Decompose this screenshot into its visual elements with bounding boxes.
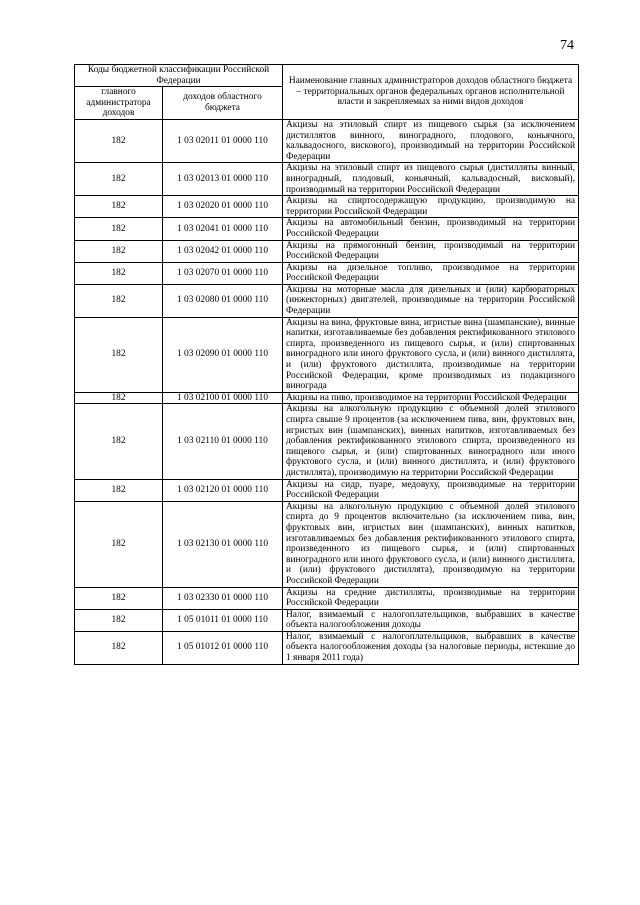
admin-code-cell: 182 <box>75 119 163 162</box>
admin-code-cell: 182 <box>75 609 163 631</box>
admin-code-cell: 182 <box>75 631 163 664</box>
admin-code-cell: 182 <box>75 587 163 609</box>
table-row <box>75 631 579 664</box>
admin-code-cell: 182 <box>75 317 163 392</box>
revenue-code-cell: 1 03 02090 01 0000 110 <box>163 317 283 392</box>
table-row <box>75 587 579 609</box>
table-row <box>75 392 579 404</box>
revenue-name-cell: Налог, взимаемый с налогоплательщиков, выбравших в качестве объекта налогообложения доходы (за налоговые периоды, истекшие до 1 января 2011 года) <box>283 631 579 664</box>
codes-header: Коды бюджетной классификации Российской Федерации <box>75 65 283 87</box>
table-row <box>75 404 579 479</box>
revenue-name-cell: Акцизы на спиртосодержащую продукцию, производимую на территории Российской Федерации <box>283 196 579 218</box>
admin-code-cell: 182 <box>75 501 163 587</box>
revenue-code-cell: 1 03 02120 01 0000 110 <box>163 479 283 501</box>
table-row <box>75 240 579 262</box>
revenue-code-cell: 1 05 01011 01 0000 110 <box>163 609 283 631</box>
admin-header: главного администратора доходов <box>75 87 163 120</box>
revenue-code-cell: 1 03 02110 01 0000 110 <box>163 404 283 479</box>
admin-code-cell: 182 <box>75 240 163 262</box>
revenue-name-cell: Налог, взимаемый с налогоплательщиков, выбравших в качестве объекта налогообложения доходы <box>283 609 579 631</box>
revenue-code-cell: 1 03 02070 01 0000 110 <box>163 262 283 284</box>
admin-code-cell: 182 <box>75 479 163 501</box>
page-number: 74 <box>560 38 574 53</box>
admin-code-cell: 182 <box>75 262 163 284</box>
revenue-name-cell: Акцизы на дизельное топливо, производимое на территории Российской Федерации <box>283 262 579 284</box>
revenue-name-cell: Акцизы на этиловый спирт из пищевого сырья (дистилляты винный, виноградный, плодовый, коньячный, кальвадосный, висковый), производимый на территории Российской Федерации <box>283 163 579 196</box>
revenue-table <box>74 64 579 665</box>
revenue-header: доходов областного бюджета <box>163 87 283 120</box>
revenue-code-cell: 1 05 01012 01 0000 110 <box>163 631 283 664</box>
table-row <box>75 163 579 196</box>
revenue-name-cell: Акцизы на сидр, пуаре, медовуху, производимые на территории Российской Федерации <box>283 479 579 501</box>
table-row <box>75 479 579 501</box>
revenue-code-cell: 1 03 02041 01 0000 110 <box>163 218 283 240</box>
revenue-code-cell: 1 03 02330 01 0000 110 <box>163 587 283 609</box>
table-row <box>75 317 579 392</box>
revenue-name-cell: Акцизы на алкогольную продукцию с объемной долей этилового спирта свыше 9 процентов (за исключением пива, вин, фруктовых вин, игристых вин (шампанских), винных напитков, изготавливаемых без добавления ректификованного этилового спирта, произведенного из пищевого сырья, и (или) спиртованных виноградного или иного фруктового сусла, и (или) винного дистиллята, и (или) фруктового дистиллята), производимую на территории Российской Федерации <box>283 404 579 479</box>
revenue-name-cell: Акцизы на алкогольную продукцию с объемной долей этилового спирта до 9 процентов включительно (за исключением пива, вин, фруктовых вин, игристых вин (шампанских), винных напитков, изготавливаемых без добавления ректификованного этилового спирта, произведенного из пищевого сырья, и (или) спиртованных виноградного или иного фруктового сусла, и (или) винного дистиллята, и (или) фруктового дистиллята), производимую на территории Российской Федерации <box>283 501 579 587</box>
revenue-code-cell: 1 03 02100 01 0000 110 <box>163 392 283 404</box>
revenue-code-cell: 1 03 02130 01 0000 110 <box>163 501 283 587</box>
revenue-name-cell: Акцизы на этиловый спирт из пищевого сырья (за исключением дистиллятов винного, виноградного, плодового, коньячного, кальвадосного, вискового), производимый на территории Российской Федерации <box>283 119 579 162</box>
table-row <box>75 218 579 240</box>
revenue-code-cell: 1 03 02020 01 0000 110 <box>163 196 283 218</box>
revenue-name-cell: Акцизы на прямогонный бензин, производимый на территории Российской Федерации <box>283 240 579 262</box>
table-row <box>75 609 579 631</box>
revenue-name-cell: Акцизы на средние дистилляты, производимые на территории Российской Федерации <box>283 587 579 609</box>
revenue-name-cell: Акцизы на моторные масла для дизельных и (или) карбюраторных (инжекторных) двигателей, производимые на территории Российской Федерации <box>283 284 579 317</box>
table-row <box>75 262 579 284</box>
revenue-code-cell: 1 03 02013 01 0000 110 <box>163 163 283 196</box>
admin-code-cell: 182 <box>75 163 163 196</box>
table-row <box>75 119 579 162</box>
admin-code-cell: 182 <box>75 392 163 404</box>
revenue-code-cell: 1 03 02042 01 0000 110 <box>163 240 283 262</box>
revenue-name-cell: Акцизы на пиво, производимое на территории Российской Федерации <box>283 392 579 404</box>
revenue-name-cell: Акцизы на вина, фруктовые вина, игристые вина (шампанские), винные напитки, изготавливаемые без добавления ректификованного этилового спирта, произведенного из пищевого сырья, и (или) спиртованных виноградного или иного фруктового сусла, и (или) винного дистиллята, и (или) фруктового дистиллята, производимые на территории Российской Федерации, кроме производимых из подакцизного винограда <box>283 317 579 392</box>
table-header-row <box>75 65 579 87</box>
table-row <box>75 196 579 218</box>
admin-code-cell: 182 <box>75 284 163 317</box>
table-row <box>75 284 579 317</box>
admin-code-cell: 182 <box>75 218 163 240</box>
table-body <box>75 119 579 664</box>
revenue-name-cell: Акцизы на автомобильный бензин, производимый на территории Российской Федерации <box>283 218 579 240</box>
table-row <box>75 501 579 587</box>
revenue-code-cell: 1 03 02011 01 0000 110 <box>163 119 283 162</box>
admin-code-cell: 182 <box>75 196 163 218</box>
revenue-code-cell: 1 03 02080 01 0000 110 <box>163 284 283 317</box>
name-header: Наименование главных администраторов доходов областного бюджета – территориальных органов федеральных органов исполнительной власти и закрепляемых за ними видов доходов <box>283 65 579 120</box>
admin-code-cell: 182 <box>75 404 163 479</box>
